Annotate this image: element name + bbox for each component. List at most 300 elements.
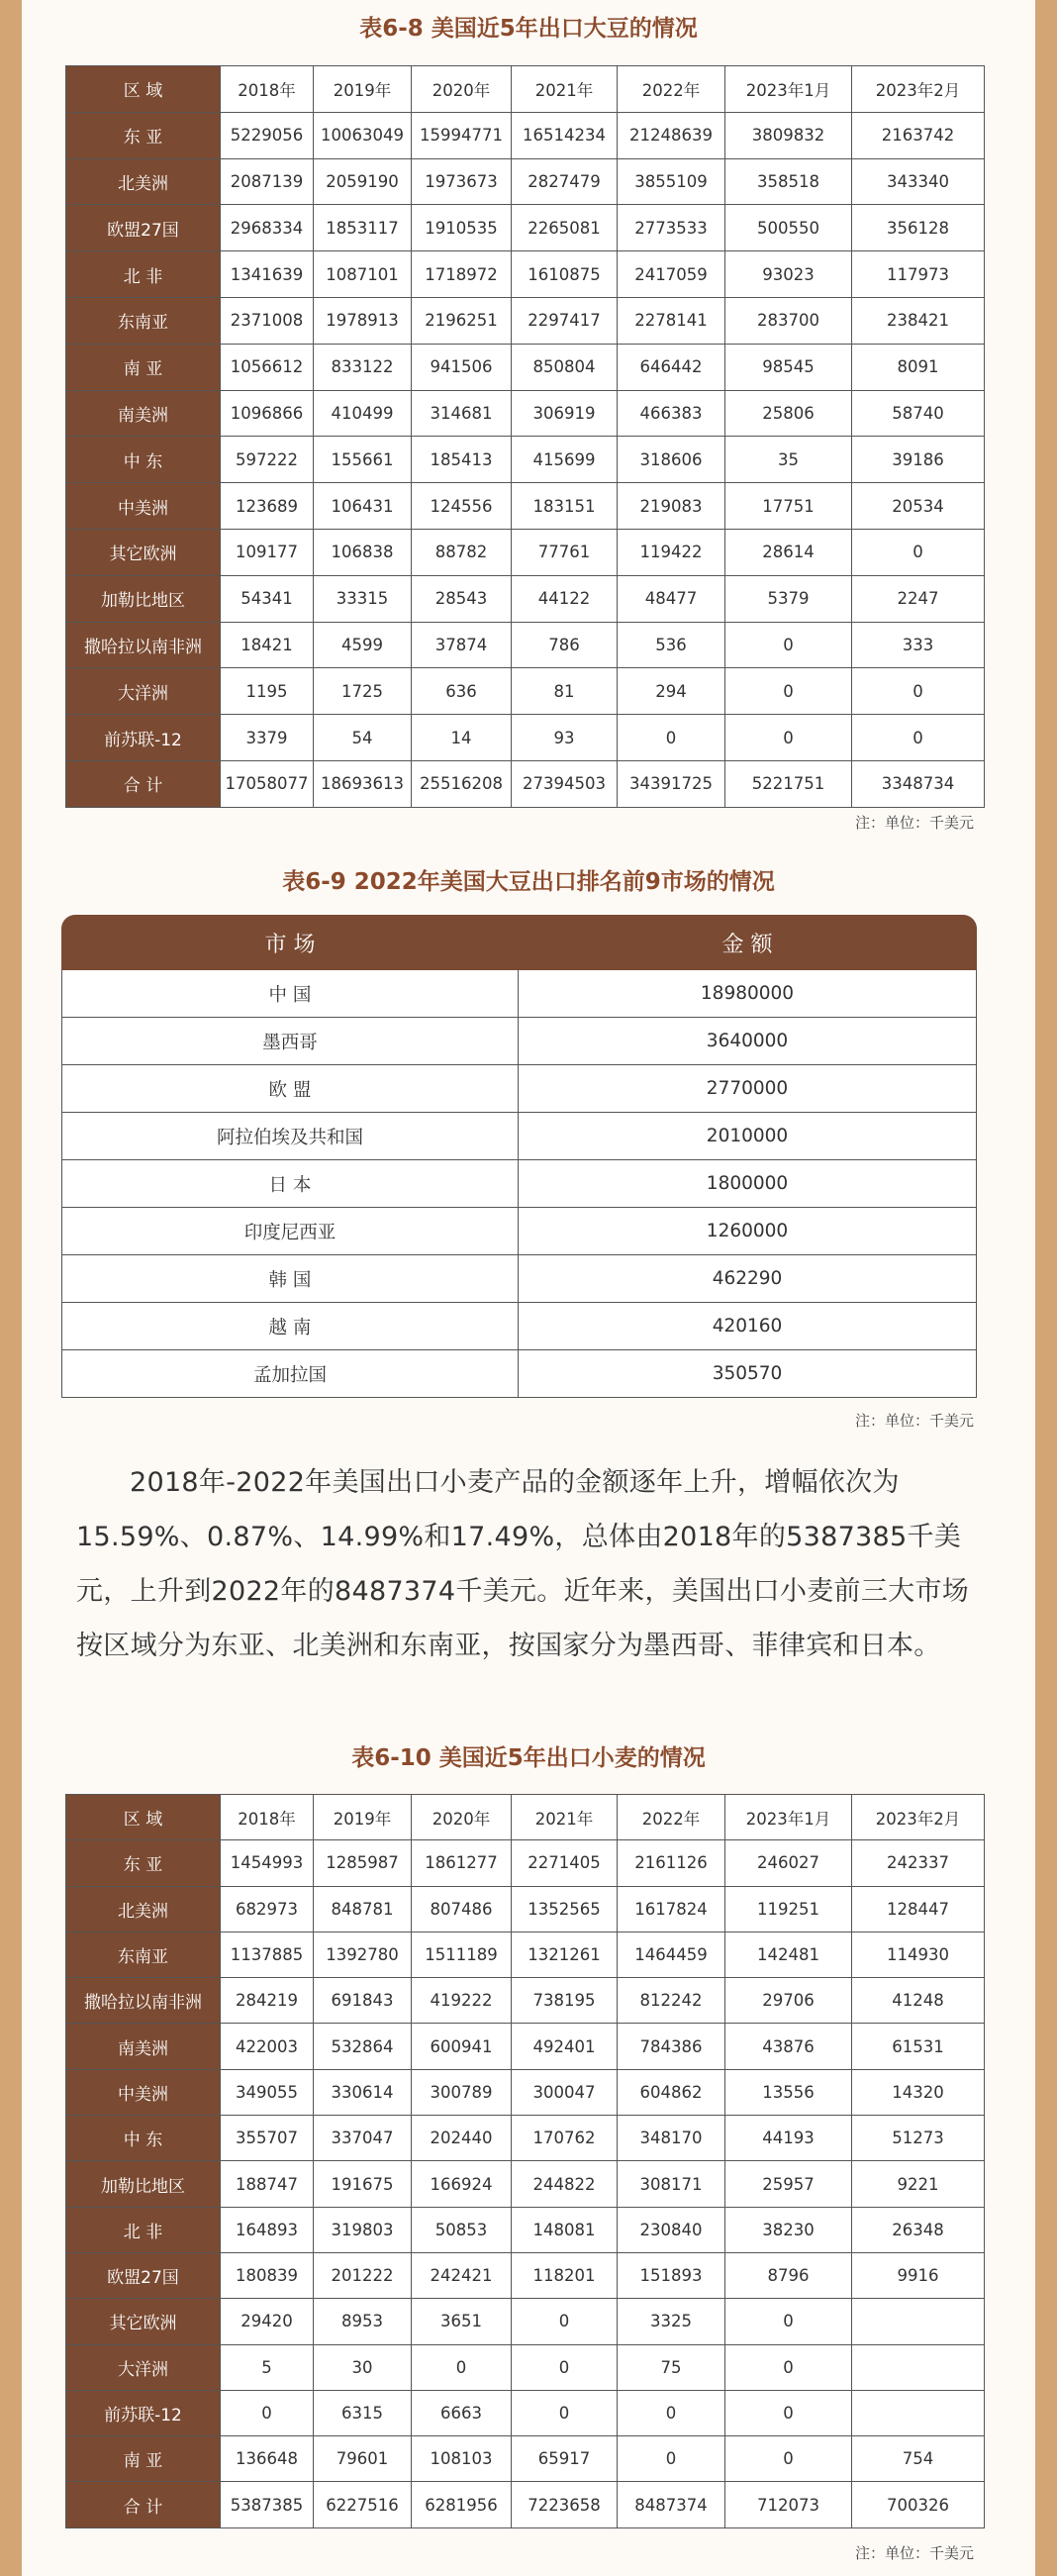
table-cell: 2968334 (221, 205, 314, 251)
table-cell: 337047 (314, 2116, 412, 2161)
table-cell: 1285987 (314, 1840, 412, 1886)
table-cell: 越 南 (62, 1303, 519, 1350)
table-cell: 142481 (725, 1932, 852, 1977)
column-header: 2021年 (512, 66, 618, 113)
table-cell: 349055 (221, 2069, 314, 2115)
row-label: 东 亚 (66, 112, 221, 158)
table-cell: 0 (725, 2344, 852, 2390)
table-cell: 1800000 (519, 1160, 977, 1208)
table-row (66, 1840, 985, 1886)
table-cell: 807486 (412, 1886, 512, 1932)
table-cell: 306919 (512, 390, 618, 437)
table-cell: 88782 (412, 529, 512, 575)
table-row (66, 760, 985, 807)
table-cell: 462290 (519, 1255, 977, 1303)
table-cell: 30 (314, 2344, 412, 2390)
table-cell: 6663 (412, 2390, 512, 2435)
table-cell: 欧 盟 (62, 1065, 519, 1113)
body-paragraph: 2018年-2022年美国出口小麦产品的金额逐年上升，增幅依次为15.59%、0.87%、14.99%和17.49%，总体由2018年的5387385千美元，上升到2022年的8487374千美元。近年来，美国出口小麦前三大市场按区域分为东亚、北美洲和东南亚，按国家分为墨西哥、菲律宾和日本。 (76, 1467, 970, 1661)
table-row (66, 112, 985, 158)
table-cell: 319803 (314, 2207, 412, 2252)
table-cell: 0 (221, 2390, 314, 2435)
table-cell: 39186 (852, 437, 985, 483)
table-cell: 1137885 (221, 1932, 314, 1977)
table-cell: 2278141 (618, 297, 725, 344)
table-row (66, 2069, 985, 2115)
table-cell: 330614 (314, 2069, 412, 2115)
table-cell: 8091 (852, 344, 985, 390)
table-cell: 2265081 (512, 205, 618, 251)
table-cell: 170762 (512, 2116, 618, 2161)
table-cell: 34391725 (618, 760, 725, 807)
table-cell: 3809832 (725, 112, 852, 158)
row-label: 中 东 (66, 2116, 221, 2161)
table-cell: 1087101 (314, 251, 412, 298)
row-label: 北 非 (66, 251, 221, 298)
table-cell: 2161126 (618, 1840, 725, 1886)
column-header: 2023年2月 (852, 1795, 985, 1840)
table-cell: 25806 (725, 390, 852, 437)
table-cell: 191675 (314, 2161, 412, 2207)
table-row (62, 1160, 977, 1208)
column-header: 2023年2月 (852, 66, 985, 113)
table-cell: 1260000 (519, 1208, 977, 1255)
table-cell: 2010000 (519, 1113, 977, 1160)
table-row (62, 1255, 977, 1303)
table-cell: 25516208 (412, 760, 512, 807)
table-cell: 2059190 (314, 158, 412, 205)
table-6-8-note: 注：单位：千美元 (854, 814, 974, 832)
table-cell: 18980000 (519, 970, 977, 1018)
table-cell: 597222 (221, 437, 314, 483)
table-row (62, 1065, 977, 1113)
table-cell: 81 (512, 668, 618, 715)
table-cell: 682973 (221, 1886, 314, 1932)
table-cell: 3379 (221, 715, 314, 761)
table-row (66, 205, 985, 251)
table-header-row (62, 916, 977, 970)
table-cell: 155661 (314, 437, 412, 483)
table-cell: 636 (412, 668, 512, 715)
table-cell: 219083 (618, 483, 725, 530)
table-row (66, 251, 985, 298)
table-cell: 850804 (512, 344, 618, 390)
table-6-9-note: 注：单位：千美元 (854, 1412, 974, 1430)
table-cell: 2773533 (618, 205, 725, 251)
column-header: 市 场 (62, 916, 519, 970)
table-cell: 1610875 (512, 251, 618, 298)
table-cell: 26348 (852, 2207, 985, 2252)
table-cell: 784386 (618, 2024, 725, 2069)
row-label: 其它欧洲 (66, 529, 221, 575)
table-cell: 106838 (314, 529, 412, 575)
table-cell: 833122 (314, 344, 412, 390)
table-cell: 712073 (725, 2482, 852, 2527)
table-cell: 18421 (221, 622, 314, 668)
table-cell: 202440 (412, 2116, 512, 2161)
table-cell: 500550 (725, 205, 852, 251)
table-cell: 848781 (314, 1886, 412, 1932)
row-label: 撒哈拉以南非洲 (66, 622, 221, 668)
table-cell: 1973673 (412, 158, 512, 205)
row-label: 大洋洲 (66, 668, 221, 715)
table-cell: 183151 (512, 483, 618, 530)
table-cell: 812242 (618, 1978, 725, 2024)
row-label: 欧盟27国 (66, 205, 221, 251)
table-cell: 1861277 (412, 1840, 512, 1886)
table-row (66, 158, 985, 205)
table-cell: 415699 (512, 437, 618, 483)
table-cell: 318606 (618, 437, 725, 483)
table-cell: 43876 (725, 2024, 852, 2069)
table-cell: 0 (618, 2436, 725, 2482)
table-cell: 166924 (412, 2161, 512, 2207)
table-cell: 1725 (314, 668, 412, 715)
table-cell: 6281956 (412, 2482, 512, 2527)
table-cell: 5379 (725, 575, 852, 622)
table-cell: 0 (725, 668, 852, 715)
table-cell: 1321261 (512, 1932, 618, 1977)
column-header: 2022年 (618, 66, 725, 113)
table-cell: 5229056 (221, 112, 314, 158)
table-row (66, 622, 985, 668)
table-row (66, 1932, 985, 1977)
table-row (62, 1303, 977, 1350)
table-row (66, 437, 985, 483)
table-cell: 7223658 (512, 2482, 618, 2527)
column-header: 2020年 (412, 66, 512, 113)
table-cell: 786 (512, 622, 618, 668)
table-cell: 2371008 (221, 297, 314, 344)
table-cell: 188747 (221, 2161, 314, 2207)
table-cell: 37874 (412, 622, 512, 668)
table-header-row (66, 1795, 985, 1840)
table-cell: 148081 (512, 2207, 618, 2252)
table-cell: 93 (512, 715, 618, 761)
table-cell: 2297417 (512, 297, 618, 344)
table-cell: 0 (725, 2436, 852, 2482)
table-cell: 0 (512, 2344, 618, 2390)
table-row (66, 2252, 985, 2298)
column-header: 2018年 (221, 1795, 314, 1840)
table-cell: 孟加拉国 (62, 1350, 519, 1398)
table-cell: 0 (618, 715, 725, 761)
table-cell: 16514234 (512, 112, 618, 158)
table-cell: 314681 (412, 390, 512, 437)
table-cell: 1341639 (221, 251, 314, 298)
table-row (66, 2299, 985, 2344)
table-cell: 35 (725, 437, 852, 483)
table-cell: 646442 (618, 344, 725, 390)
table-cell: 9221 (852, 2161, 985, 2207)
table-cell: 10063049 (314, 112, 412, 158)
table-cell: 754 (852, 2436, 985, 2482)
table-cell: 0 (725, 715, 852, 761)
table-cell: 3640000 (519, 1018, 977, 1065)
table-cell: 106431 (314, 483, 412, 530)
table-row (66, 575, 985, 622)
row-label: 前苏联-12 (66, 2390, 221, 2435)
table-cell: 41248 (852, 1978, 985, 2024)
table-cell: 0 (725, 2299, 852, 2344)
table-6-8 (65, 65, 985, 808)
table-cell: 9916 (852, 2252, 985, 2298)
table-row (66, 529, 985, 575)
table-cell: 350570 (519, 1350, 977, 1398)
table-cell: 3325 (618, 2299, 725, 2344)
row-label: 中 东 (66, 437, 221, 483)
column-header: 2023年1月 (725, 1795, 852, 1840)
table-cell: 8953 (314, 2299, 412, 2344)
table-cell: 117973 (852, 251, 985, 298)
table-cell: 17058077 (221, 760, 314, 807)
table-cell: 242421 (412, 2252, 512, 2298)
column-header: 2022年 (618, 1795, 725, 1840)
table-cell: 691843 (314, 1978, 412, 2024)
column-header: 2019年 (314, 66, 412, 113)
table-cell: 44193 (725, 2116, 852, 2161)
table-cell: 3348734 (852, 760, 985, 807)
table-cell: 1464459 (618, 1932, 725, 1977)
table-6-10-note: 注：单位：千美元 (854, 2544, 974, 2562)
row-label: 合 计 (66, 2482, 221, 2527)
table-cell: 136648 (221, 2436, 314, 2482)
row-label: 撒哈拉以南非洲 (66, 1978, 221, 2024)
table-cell: 17751 (725, 483, 852, 530)
table-cell: 6315 (314, 2390, 412, 2435)
table-cell: 33315 (314, 575, 412, 622)
table-row (66, 2207, 985, 2252)
row-label: 东南亚 (66, 1932, 221, 1977)
table-cell: 532864 (314, 2024, 412, 2069)
table-cell: 5 (221, 2344, 314, 2390)
table-row (66, 2390, 985, 2435)
table-cell: 738195 (512, 1978, 618, 2024)
table-cell: 58740 (852, 390, 985, 437)
table-row (66, 2024, 985, 2069)
table-row (66, 483, 985, 530)
table-cell: 5387385 (221, 2482, 314, 2527)
row-label: 加勒比地区 (66, 2161, 221, 2207)
table-cell: 65917 (512, 2436, 618, 2482)
table-cell: 128447 (852, 1886, 985, 1932)
table-cell: 8487374 (618, 2482, 725, 2527)
table-cell: 2247 (852, 575, 985, 622)
table-cell: 333 (852, 622, 985, 668)
row-label: 北 非 (66, 2207, 221, 2252)
table-cell: 1195 (221, 668, 314, 715)
row-label: 前苏联-12 (66, 715, 221, 761)
table-cell: 13556 (725, 2069, 852, 2115)
table-cell: 0 (852, 668, 985, 715)
table-cell: 536 (618, 622, 725, 668)
table-cell: 93023 (725, 251, 852, 298)
column-header: 金 额 (519, 916, 977, 970)
table-cell: 300047 (512, 2069, 618, 2115)
table-cell: 54 (314, 715, 412, 761)
table-cell: 0 (852, 715, 985, 761)
table-cell: 238421 (852, 297, 985, 344)
table-cell: 151893 (618, 2252, 725, 2298)
table-cell: 8796 (725, 2252, 852, 2298)
table-cell: 21248639 (618, 112, 725, 158)
table-cell: 420160 (519, 1303, 977, 1350)
table-cell: 355707 (221, 2116, 314, 2161)
table-cell: 2196251 (412, 297, 512, 344)
table-cell (852, 2299, 985, 2344)
table-row (66, 668, 985, 715)
row-label: 东南亚 (66, 297, 221, 344)
table-cell: 242337 (852, 1840, 985, 1886)
table-cell: 343340 (852, 158, 985, 205)
table-cell: 1392780 (314, 1932, 412, 1977)
table-cell: 1978913 (314, 297, 412, 344)
table-cell: 0 (618, 2390, 725, 2435)
table-cell: 2271405 (512, 1840, 618, 1886)
table-cell: 77761 (512, 529, 618, 575)
table-cell: 1718972 (412, 251, 512, 298)
table-cell: 61531 (852, 2024, 985, 2069)
table-row (66, 2436, 985, 2482)
table-cell: 244822 (512, 2161, 618, 2207)
table-row (66, 2116, 985, 2161)
column-header: 2020年 (412, 1795, 512, 1840)
table-cell (852, 2344, 985, 2390)
table-cell: 164893 (221, 2207, 314, 2252)
table-cell: 1617824 (618, 1886, 725, 1932)
table-6-10 (65, 1794, 985, 2528)
table-cell: 中 国 (62, 970, 519, 1018)
table-6-10-title: 表6-10 美国近5年出口小麦的情况 (351, 1745, 706, 1771)
table-cell: 15994771 (412, 112, 512, 158)
table-row (66, 297, 985, 344)
table-cell (852, 2390, 985, 2435)
table-cell: 28614 (725, 529, 852, 575)
table-cell: 410499 (314, 390, 412, 437)
table-cell: 4599 (314, 622, 412, 668)
table-cell: 印度尼西亚 (62, 1208, 519, 1255)
table-cell: 14 (412, 715, 512, 761)
table-cell: 246027 (725, 1840, 852, 1886)
table-cell: 294 (618, 668, 725, 715)
row-label: 北美洲 (66, 1886, 221, 1932)
table-row (66, 2161, 985, 2207)
table-cell: 2163742 (852, 112, 985, 158)
table-cell: 1056612 (221, 344, 314, 390)
table-cell: 1454993 (221, 1840, 314, 1886)
table-row (62, 1018, 977, 1065)
table-cell: 48477 (618, 575, 725, 622)
table-cell: 941506 (412, 344, 512, 390)
table-row (62, 1208, 977, 1255)
table-cell: 98545 (725, 344, 852, 390)
table-cell: 1096866 (221, 390, 314, 437)
table-cell: 700326 (852, 2482, 985, 2527)
table-cell: 阿拉伯埃及共和国 (62, 1113, 519, 1160)
table-cell: 14320 (852, 2069, 985, 2115)
table-cell: 20534 (852, 483, 985, 530)
table-cell: 1352565 (512, 1886, 618, 1932)
table-cell: 25957 (725, 2161, 852, 2207)
table-cell: 2087139 (221, 158, 314, 205)
table-cell: 283700 (725, 297, 852, 344)
row-label: 其它欧洲 (66, 2299, 221, 2344)
table-cell: 308171 (618, 2161, 725, 2207)
row-label: 中美洲 (66, 2069, 221, 2115)
table-cell: 123689 (221, 483, 314, 530)
table-cell: 119422 (618, 529, 725, 575)
table-cell: 51273 (852, 2116, 985, 2161)
table-cell: 604862 (618, 2069, 725, 2115)
table-cell: 38230 (725, 2207, 852, 2252)
row-label: 南美洲 (66, 390, 221, 437)
table-cell: 75 (618, 2344, 725, 2390)
row-label: 中美洲 (66, 483, 221, 530)
table-cell: 114930 (852, 1932, 985, 1977)
table-row (62, 970, 977, 1018)
row-label: 加勒比地区 (66, 575, 221, 622)
row-label: 北美洲 (66, 158, 221, 205)
table-6-8-title: 表6-8 美国近5年出口大豆的情况 (359, 16, 698, 42)
table-cell: 348170 (618, 2116, 725, 2161)
column-header: 区 域 (66, 1795, 221, 1840)
table-header-row (66, 66, 985, 113)
table-cell: 1853117 (314, 205, 412, 251)
table-cell: 3651 (412, 2299, 512, 2344)
table-cell: 600941 (412, 2024, 512, 2069)
table-cell: 201222 (314, 2252, 412, 2298)
table-cell: 6227516 (314, 2482, 412, 2527)
column-header: 2018年 (221, 66, 314, 113)
table-cell: 109177 (221, 529, 314, 575)
table-row (66, 390, 985, 437)
table-cell: 1910535 (412, 205, 512, 251)
table-cell: 422003 (221, 2024, 314, 2069)
row-label: 南 亚 (66, 2436, 221, 2482)
row-label: 南 亚 (66, 344, 221, 390)
table-row (66, 1978, 985, 2024)
table-cell: 墨西哥 (62, 1018, 519, 1065)
table-cell: 0 (725, 622, 852, 668)
table-cell: 0 (512, 2390, 618, 2435)
table-cell: 5221751 (725, 760, 852, 807)
table-cell: 118201 (512, 2252, 618, 2298)
column-header: 2023年1月 (725, 66, 852, 113)
table-cell: 日 本 (62, 1160, 519, 1208)
table-cell: 2827479 (512, 158, 618, 205)
table-cell: 419222 (412, 1978, 512, 2024)
row-label: 东 亚 (66, 1840, 221, 1886)
table-row (66, 2482, 985, 2527)
table-row (62, 1113, 977, 1160)
table-6-9-title: 表6-9 2022年美国大豆出口排名前9市场的情况 (282, 869, 775, 895)
row-label: 南美洲 (66, 2024, 221, 2069)
column-header: 2019年 (314, 1795, 412, 1840)
table-cell: 284219 (221, 1978, 314, 2024)
column-header: 2021年 (512, 1795, 618, 1840)
table-cell: 韩 国 (62, 1255, 519, 1303)
table-cell: 3855109 (618, 158, 725, 205)
table-cell: 28543 (412, 575, 512, 622)
table-cell: 44122 (512, 575, 618, 622)
table-cell: 29706 (725, 1978, 852, 2024)
table-row (66, 2344, 985, 2390)
table-cell: 0 (412, 2344, 512, 2390)
table-cell: 230840 (618, 2207, 725, 2252)
table-row (66, 1886, 985, 1932)
table-cell: 180839 (221, 2252, 314, 2298)
table-row (66, 715, 985, 761)
